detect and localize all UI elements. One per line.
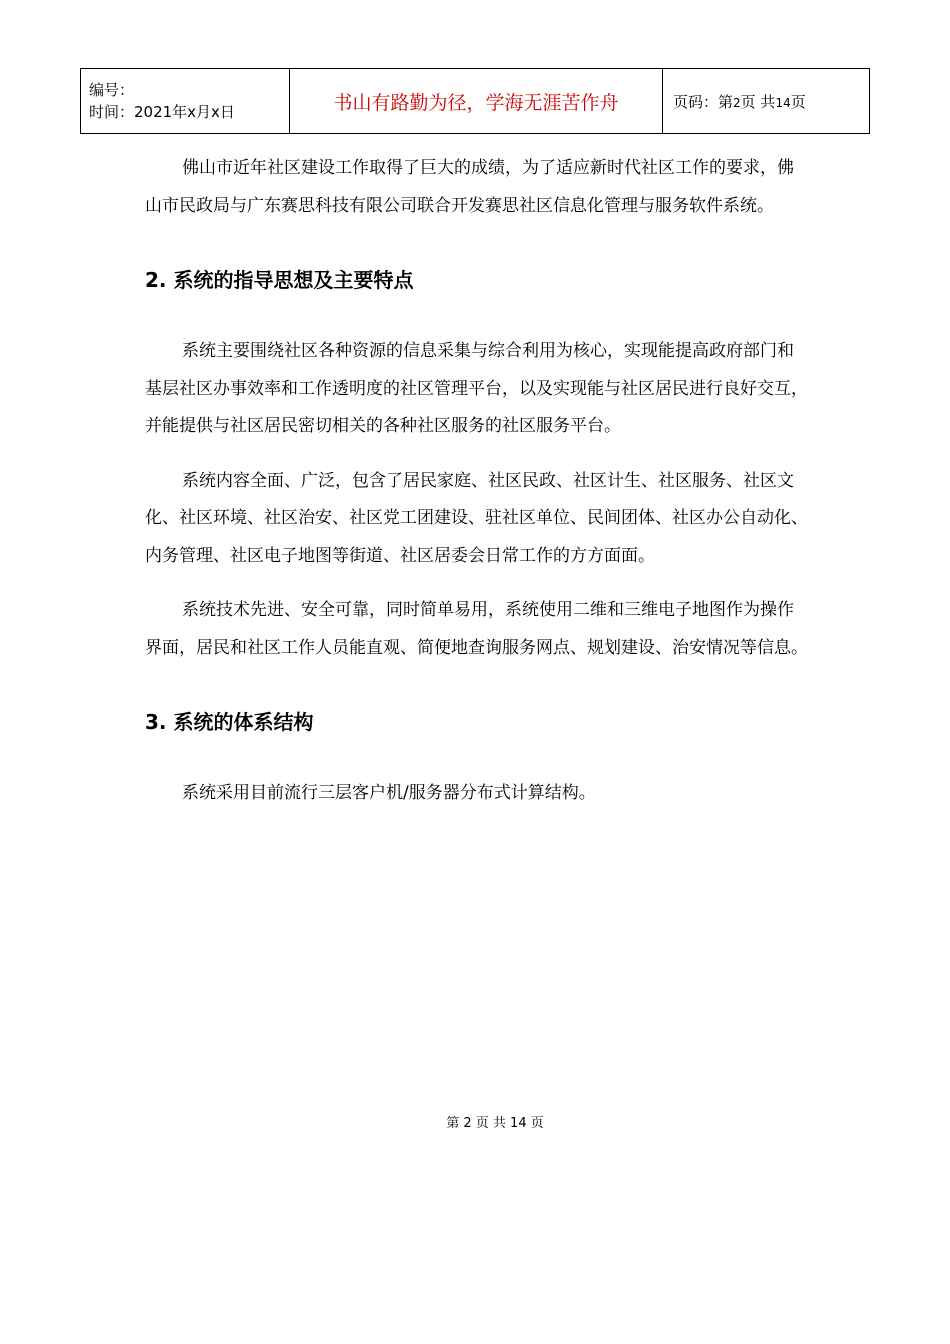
header-motto: 书山有路勤为径，学海无涯苦作舟 (290, 69, 663, 134)
header-meta-cell (81, 69, 290, 134)
section-heading-3 (145, 707, 810, 737)
time-label: 时间：2021年x月x日 (89, 103, 235, 121)
section-title: 系统的指导思想及主要特点 (173, 268, 414, 292)
paragraph-intro: 佛山市近年社区建设工作取得了巨大的成绩，为了适应新时代社区工作的要求，佛山市民政局与广东赛思科技有限公司联合开发赛思社区信息化管理与服务软件系统。 (145, 158, 794, 216)
serial-label: 编号： (89, 81, 135, 99)
page-end: 页 (790, 92, 806, 111)
section-number: 2. (145, 268, 167, 292)
page-footer: 第 2 页 共 14 页 (446, 1116, 544, 1131)
header-page-cell (663, 69, 870, 134)
paragraph-architecture: 系统采用目前流行三层客户机/服务器分布式计算结构。 (182, 783, 596, 803)
page-total: 14 (775, 95, 791, 110)
section-number: 3. (145, 710, 167, 734)
paragraph-technology: 系统技术先进、安全可靠，同时简单易用，系统使用二维和三维电子地图作为操作界面，居民和社区工作人员能直观、简便地查询服务网点、规划建设、治安情况等信息。 (145, 600, 808, 658)
header-table (80, 68, 870, 134)
page-mid: 页 共 (740, 92, 776, 111)
section-title: 系统的体系结构 (173, 710, 314, 734)
document-body (145, 150, 810, 813)
page-current: 2 (733, 95, 741, 110)
page-label: 页码：第 (673, 92, 734, 111)
section-heading-2 (145, 265, 810, 295)
paragraph-content: 系统内容全面、广泛，包含了居民家庭、社区民政、社区计生、社区服务、社区文化、社区环境、社区治安、社区党工团建设、驻社区单位、民间团体、社区办公自动化、内务管理、社区电子地图等街道、社区居委会日常工作的方方面面。 (145, 470, 808, 566)
paragraph-core: 系统主要围绕社区各种资源的信息采集与综合利用为核心，实现能提高政府部门和基层社区办事效率和工作透明度的社区管理平台，以及实现能与社区居民进行良好交互，并能提供与社区居民密切相关的各种社区服务的社区服务平台。 (145, 341, 808, 436)
